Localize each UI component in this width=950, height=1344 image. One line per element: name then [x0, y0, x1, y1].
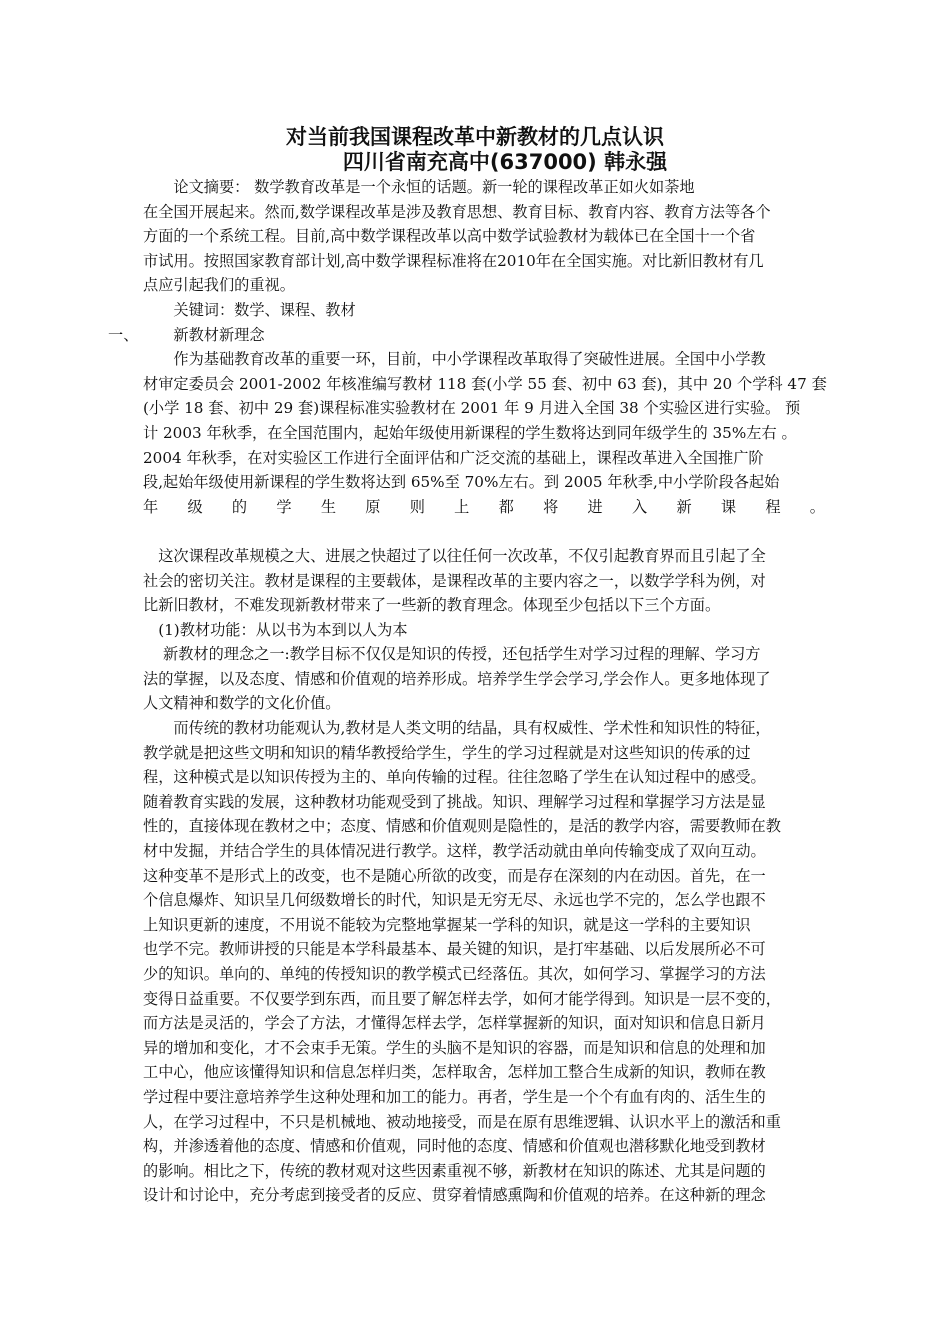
blank-line	[143, 519, 825, 544]
text-line: 变得日益重要。不仅要学到东西，而且要了解怎样去学，如何才能学得到。知识是一层不变的，	[143, 989, 781, 1008]
text-line: 构，并渗透着他的态度、情感和价值观，同时他的态度、情感和价值观也潜移默化地受到教材	[143, 1137, 766, 1156]
text-line: 异的增加和变化，才不会束手无策。学生的头脑不是知识的容器，而是知识和信息的处理和加	[143, 1038, 766, 1057]
char: 上	[454, 497, 470, 516]
text-line: 设计和讨论中，充分考虑到接受者的反应、贯穿着情感熏陶和价值观的培养。在这种新的理念	[143, 1186, 766, 1205]
abstract-line: 市试用。按照国家教育部计划,高中数学课程标准将在2010年在全国实施。对比新旧教材有几	[143, 251, 764, 270]
abstract	[143, 175, 825, 298]
text-line: 比新旧教材，不难发现新教材带来了一些新的教育理念。体现至少包括以下三个方面。	[143, 596, 721, 615]
text-line: 性的，直接体现在教材之中；态度、情感和价值观则是隐性的，是活的教学内容，需要教师在教	[143, 817, 781, 836]
text-line: 个信息爆炸、知识呈几何级数增长的时代，知识是无穷无尽、永远也学不完的，怎么学也跟不	[143, 891, 766, 910]
paragraph-2	[143, 544, 825, 1208]
text-line: 社会的密切关注。教材是课程的主要载体，是课程改革的主要内容之一，以数学学科为例，对	[143, 571, 766, 590]
text-line: 而传统的教材功能观认为,教材是人类文明的结晶，具有权威性、学术性和知识性的特征，	[143, 719, 771, 738]
char: 的	[231, 497, 248, 516]
text-line: 工中心，他应该懂得知识和信息怎样归类，怎样取舍，怎样加工整合生成新的知识，教师在教	[143, 1063, 766, 1082]
char: 年	[143, 497, 159, 516]
section-number: 一、	[108, 325, 139, 344]
char: 则	[409, 497, 425, 516]
section-title: 新教材新理念	[143, 325, 265, 344]
text-line: 上知识更新的速度，不用说不能较为完整地掌握某一学科的知识，就是这一学科的主要知识	[143, 915, 751, 934]
text-line: 而方法是灵活的，学会了方法，才懂得怎样去学，怎样掌握新的知识，面对知识和信息日新月	[143, 1014, 766, 1033]
text-line: 作为基础教育改革的重要一环，目前，中小学课程改革取得了突破性进展。全国中小学教	[143, 350, 766, 369]
char: 课	[720, 497, 737, 516]
abstract-line: 点应引起我们的重视。	[143, 276, 295, 295]
text-line: 程，这种模式是以知识传授为主的、单向传输的过程。往往忽略了学生在认知过程中的感受。	[143, 768, 766, 787]
text-line: (小学 18 套、初中 29 套)课程标准实验教材在 2001 年 9 月进入全国 38 个实验区进行实验。 预	[143, 399, 801, 418]
char: 入	[631, 497, 648, 516]
char: 学	[276, 497, 292, 516]
section-heading	[108, 323, 825, 348]
abstract-line: 在全国开展起来。然而,数学课程改革是涉及教育思想、教育目标、教育内容、教育方法等各个	[143, 202, 771, 221]
abstract-line: 方面的一个系统工程。目前,高中数学课程改革以高中数学试验教材为载体已在全国十一个省	[143, 227, 756, 246]
char: 进	[587, 497, 603, 516]
text-line: 这次课程改革规模之大、进展之快超过了以往任何一次改革，不仅引起教育界而且引起了全	[143, 546, 766, 565]
text-line: 也学不完。教师讲授的只能是本学科最基本、最关键的知识，是打牢基础、以后发展所必不可	[143, 940, 766, 959]
text-line: 法的掌握，以及态度、情感和价值观的培养形成。培养学生学会学习,学会作人。更多地体现了	[143, 669, 771, 688]
text-line: 计 2003 年秋季，在全国范围内，起始年级使用新课程的学生数将达到同年级学生的 35%左右 。	[143, 423, 797, 442]
char: 原	[365, 497, 381, 516]
text-line: 材审定委员会 2001-2002 年核准编写教材 118 套(小学 55 套、初中 63 套)，其中 20 个学科 47 套	[143, 374, 827, 393]
char: 将	[543, 497, 559, 516]
keywords-line: 关键词：数学、课程、教材	[143, 300, 356, 319]
char: 新	[676, 497, 692, 516]
char: 。	[809, 497, 825, 516]
char: 都	[498, 497, 514, 516]
paragraph-1	[143, 347, 825, 519]
text-line: 教学就是把这些文明和知识的精华教授给学生，学生的学习过程就是对这些知识的传承的过	[143, 743, 751, 762]
document-body	[108, 175, 827, 1208]
abstract-line: 论文摘要： 数学教育改革是一个永恒的话题。新一轮的课程改革正如火如荼地	[143, 178, 695, 196]
text-line: 材中发掘，并结合学生的具体情况进行教学。这样，教学活动就由单向传输变成了双向互动。	[143, 842, 766, 861]
subheading-line: (1)教材功能：从以书为本到以人为本	[143, 620, 408, 639]
justified-last-line	[143, 495, 825, 520]
text-line: 人文精神和数学的文化价值。	[143, 694, 341, 713]
paper-title: 对当前我国课程改革中新教材的几点认识	[286, 125, 664, 149]
text-line: 学过程中要注意培养学生这种处理和加工的能力。再者，学生是一个个有血有肉的、活生生的	[143, 1087, 766, 1106]
author-line: 四川省南充高中(637000) 韩永强	[342, 150, 668, 174]
char: 级	[187, 497, 203, 516]
text-line: 的影响。相比之下，传统的教材观对这些因素重视不够，新教材在知识的陈述、尤其是问题的	[143, 1161, 766, 1180]
text-line: 少的知识。单向的、单纯的传授知识的教学模式已经落伍。其次，如何学习、掌握学习的方法	[143, 965, 766, 983]
char: 生	[320, 497, 336, 516]
text-line: 随着教育实践的发展，这种教材功能观受到了挑战。知识、理解学习过程和掌握学习方法是显	[143, 792, 766, 811]
char: 程	[765, 497, 781, 516]
text-line: 2004 年秋季，在对实验区工作进行全面评估和广泛交流的基础上，课程改革进入全国推广阶	[143, 448, 764, 467]
text-line: 段,起始年级使用新课程的学生数将达到 65%至 70%左右。到 2005 年秋季,中小学阶段各起始	[143, 473, 780, 492]
text-line: 新教材的理念之一:教学目标不仅仅是知识的传授，还包括学生对学习过程的理解、学习方	[143, 645, 761, 664]
text-line: 这种变革不是形式上的改变，也不是随心所欲的改变，而是存在深刻的内在动因。首先，在一	[143, 866, 766, 885]
text-line: 人，在学习过程中，不只是机械地、被动地接受，而是在原有思维逻辑、认识水平上的激活和重	[143, 1112, 781, 1131]
